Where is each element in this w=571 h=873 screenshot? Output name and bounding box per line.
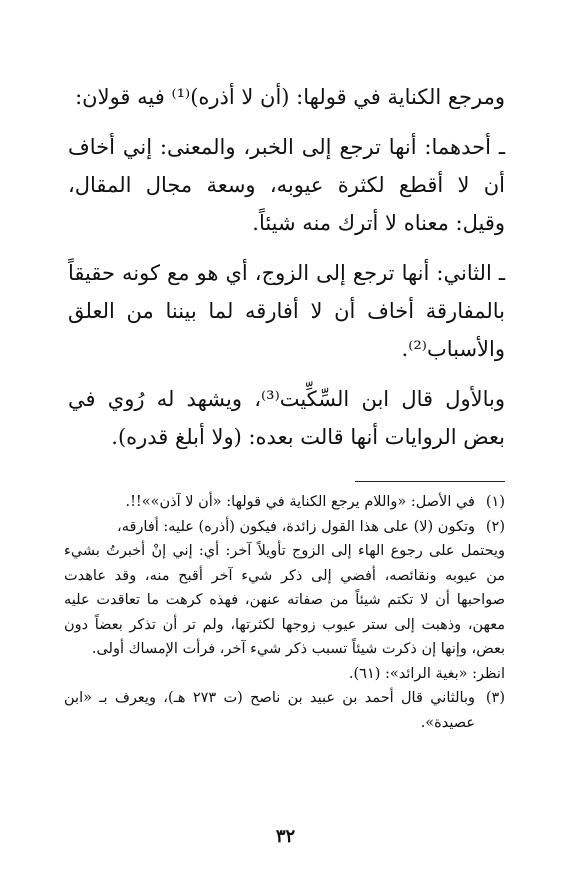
paragraph-intro: ومرجع الكناية في قولها: (أن لا أذره)⁽¹⁾ فيه قولان: bbox=[75, 85, 505, 109]
footnote-3 bbox=[64, 686, 505, 735]
main-text bbox=[68, 78, 505, 468]
page-number: ٣٢ bbox=[275, 826, 296, 847]
footnotes bbox=[64, 490, 505, 735]
paragraph-second-opinion: ـ الثاني: أنها ترجع إلى الزوج، أي هو مع كونه حقيقاً بالمفارقة أخاف أن لا أفارقه لما بيننا من العلق والأسباب⁽²⁾. bbox=[68, 261, 505, 361]
paragraph-attribution: وبالأول قال ابن السِّكِّيت⁽³⁾، ويشهد له رُوي في بعض الروايات أنها قالت بعده: (ولا أبلغ قدره). bbox=[68, 387, 506, 449]
footnote-number: (١) bbox=[485, 494, 505, 510]
footnote-separator bbox=[355, 481, 505, 482]
footnote-number: (٢) bbox=[485, 518, 505, 535]
footnote-1 bbox=[64, 490, 505, 515]
footnote-text: وبالثاني قال أحمد بن عبيد بن ناصح (ت ٢٧٣ هـ)، ويعرف بـ «ابن عصيدة». bbox=[64, 690, 475, 731]
paragraph-first-opinion: ـ أحدهما: أنها ترجع إلى الخبر، والمعنى: إني أخاف أن لا أقطع لكثرة عيوبه، وسعة مجال المقال، وقيل: معناه لا أترك منه شيئاً. bbox=[68, 135, 505, 235]
footnote-2-continuation: ويحتمل على رجوع الهاء إلى الزوج تأويلاً آخر: أي: إني إنْ أخبرتُ بشيء من عيوبه ونقائصه، أفضي إلى ذكر شيء آخر أقبح منه، وقد عاهدت صواحبها أن لا تكتم شيئاً من صفاته عنهن، فهذه كرهت ما تعاقدت عليه معهن، وذهبت إلى ستر عيوب زوجها لكثرتها، ولم تر أن تذكر بعضاً دون بعض، وإنها إن ذكرت شيئاً تسبب ذكر شيء آخر، فرأت الإمساك أولى. bbox=[64, 543, 505, 657]
footnote-text: وتكون (لا) على هذا القول زائدة، فيكون (أذره) عليه: أفارقه، bbox=[117, 518, 475, 535]
footnote-number: (٣) bbox=[485, 690, 505, 706]
footnote-2 bbox=[64, 515, 505, 540]
footnote-text: في الأصل: «واللام يرجع الكناية في قولها: «أن لا آذن»»!!. bbox=[125, 494, 475, 510]
footnote-2-reference: انظر: «بغية الرائد»: (٦١). bbox=[348, 665, 505, 682]
